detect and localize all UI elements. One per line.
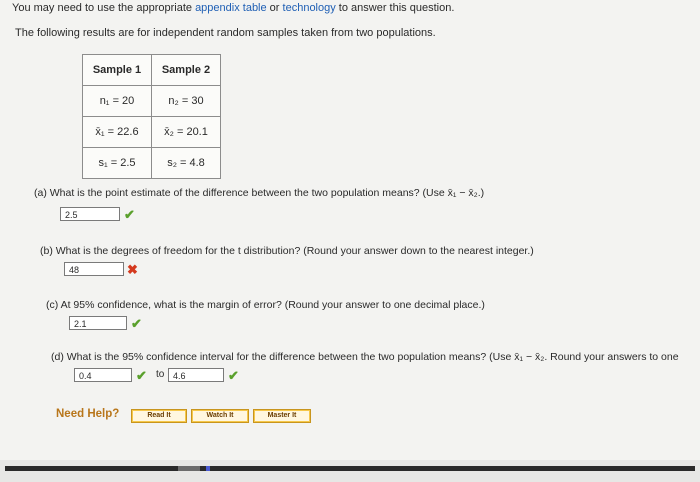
question-b-text: (b) What is the degrees of freedom for the t distribution? (Round your answer down to the nearest integer.) (40, 245, 534, 257)
problem-statement: The following results are for independent random samples taken from two populations. (15, 27, 436, 39)
answer-d-upper-field[interactable] (168, 368, 224, 382)
table-cell: s₂ = 4.8 (152, 148, 221, 179)
bottom-divider (5, 466, 695, 471)
correct-check-icon: ✔ (136, 368, 147, 383)
header-sample-2: Sample 2 (152, 55, 221, 86)
interval-to-label: to (156, 369, 165, 380)
table-row (83, 117, 221, 148)
header-sample-1: Sample 1 (83, 55, 152, 86)
instructions-line: You may need to use the appropriate appendix table or technology to answer this question. (12, 2, 455, 14)
scroll-indicator (206, 466, 210, 471)
read-it-button[interactable]: Read It (131, 409, 187, 423)
correct-check-icon: ✔ (228, 368, 239, 383)
master-it-button[interactable]: Master It (253, 409, 311, 423)
answer-b-value: 48 (69, 265, 80, 275)
incorrect-x-icon: ✖ (127, 262, 138, 277)
table-cell: x̄₁ = 22.6 (83, 117, 152, 148)
table-cell: x̄₂ = 20.1 (152, 117, 221, 148)
appendix-table-link[interactable]: appendix table (195, 2, 267, 14)
question-d-text: (d) What is the 95% confidence interval for the difference between the two population means? (Use x̄₁ − x̄₂. Round your answers to one (51, 351, 679, 363)
table-cell: n₂ = 30 (152, 86, 221, 117)
answer-c-field[interactable] (69, 316, 127, 330)
scrollbar-thumb[interactable] (178, 466, 200, 471)
sample-results-table (82, 54, 221, 179)
correct-check-icon: ✔ (124, 207, 135, 222)
technology-link[interactable]: technology (282, 2, 336, 14)
bottom-footer (0, 460, 700, 482)
table-row (83, 148, 221, 179)
table-header-row (83, 55, 221, 86)
table-row (83, 86, 221, 117)
answer-d-lower-value: 0.4 (79, 371, 92, 381)
answer-a-field[interactable] (60, 207, 120, 221)
need-help-label: Need Help? (56, 408, 120, 420)
table-cell: s₁ = 2.5 (83, 148, 152, 179)
answer-a-value: 2.5 (65, 210, 78, 220)
table-cell: n₁ = 20 (83, 86, 152, 117)
correct-check-icon: ✔ (131, 316, 142, 331)
question-a-text: (a) What is the point estimate of the difference between the two population means? (Use x̄₁ − x̄₂.) (34, 187, 485, 199)
watch-it-button[interactable]: Watch It (191, 409, 249, 423)
question-c-text: (c) At 95% confidence, what is the margin of error? (Round your answer to one decimal place.) (46, 299, 485, 311)
answer-d-lower-field[interactable] (74, 368, 132, 382)
answer-b-field[interactable] (64, 262, 124, 276)
answer-c-value: 2.1 (74, 319, 87, 329)
answer-d-upper-value: 4.6 (173, 371, 186, 381)
